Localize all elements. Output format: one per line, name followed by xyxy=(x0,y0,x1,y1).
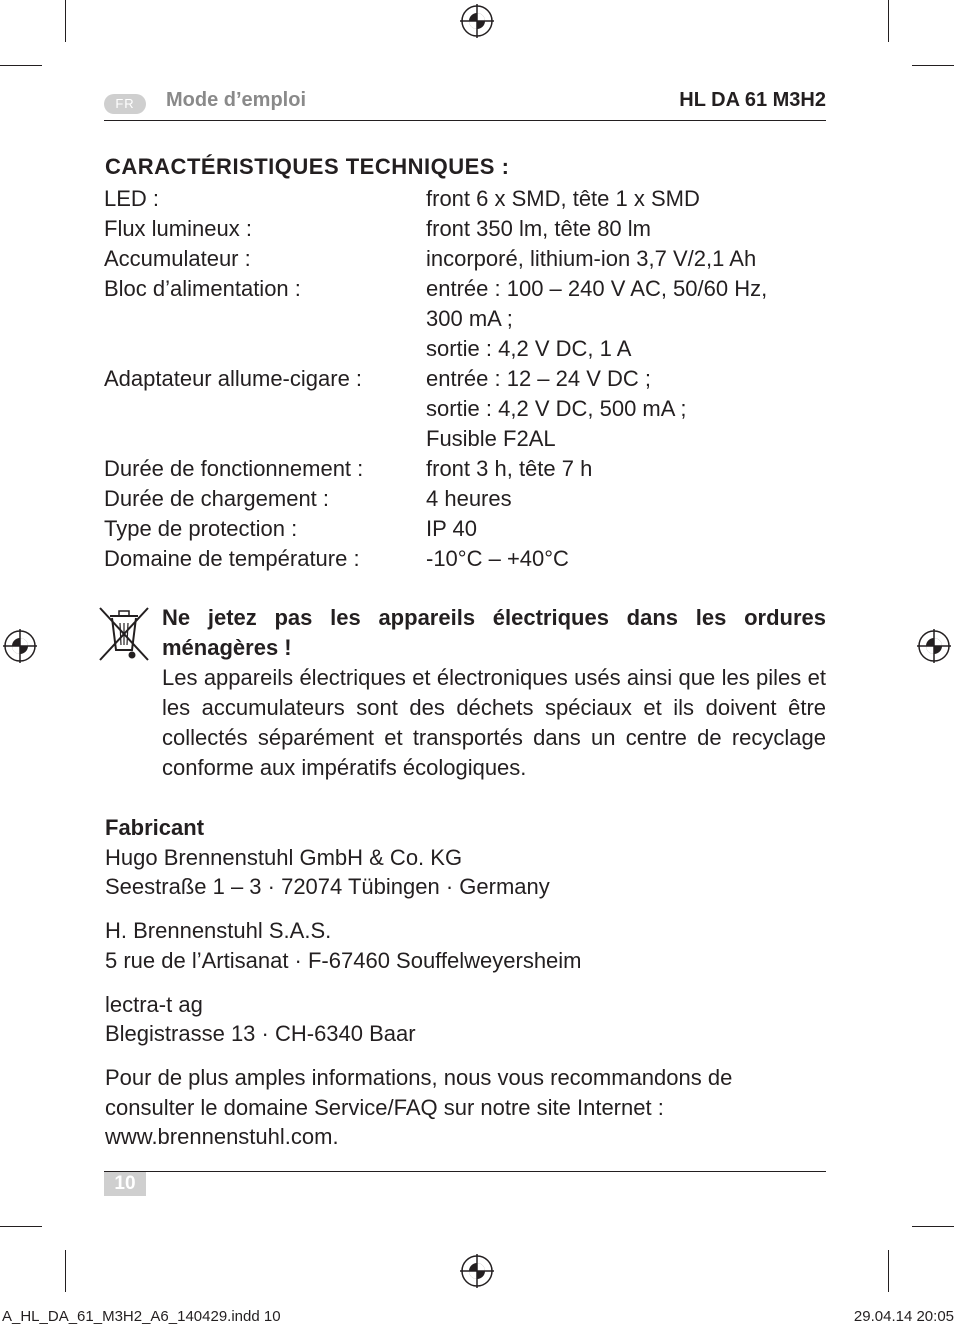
page-number: 10 xyxy=(104,1172,146,1196)
crop-mark xyxy=(912,65,954,66)
header-title: Mode d’emploi xyxy=(166,89,306,111)
spec-label: Flux lumineux : xyxy=(104,216,252,241)
crop-mark xyxy=(0,65,42,66)
more-info-line: consulter le domaine Service/FAQ sur notre site Internet : xyxy=(105,1095,664,1120)
manufacturer-line: Seestraße 1 – 3 · 72074 Tübingen · Germany xyxy=(105,874,550,899)
manufacturer-line: lectra-t ag xyxy=(105,992,203,1017)
header-model: HL DA 61 M3H2 xyxy=(679,89,826,111)
disposal-body: Les appareils électriques et électroniques usés ainsi que les piles et les accumulateurs sont des déchets spéciaux et ils doivent être collectés séparément et transportés dans un centre de recyclage conforme aux impératifs écologiques. xyxy=(162,665,826,780)
crop-mark xyxy=(65,1250,66,1292)
registration-mark-icon xyxy=(460,4,494,38)
manufacturer-line: Hugo Brennenstuhl GmbH & Co. KG xyxy=(105,845,463,870)
language-badge: FR xyxy=(104,94,146,114)
spec-value: IP 40 xyxy=(426,516,477,541)
manufacturer-line: H. Brennenstuhl S.A.S. xyxy=(105,918,332,943)
crop-mark xyxy=(888,1250,889,1292)
spec-value: 4 heures xyxy=(426,486,512,511)
spec-value: entrée : 100 – 240 V AC, 50/60 Hz, 300 mA ; sortie : 4,2 V DC, 1 A xyxy=(426,276,768,361)
spec-label: Bloc d’alimentation : xyxy=(104,276,301,301)
header-divider xyxy=(104,120,826,121)
crop-mark xyxy=(0,1226,42,1227)
crop-mark xyxy=(888,0,889,42)
spec-value: front 3 h, tête 7 h xyxy=(426,456,593,481)
more-info-line: Pour de plus amples informations, nous vous recommandons de xyxy=(105,1065,733,1090)
website-link[interactable]: www.brennenstuhl.com. xyxy=(105,1124,339,1149)
spec-label: Durée de chargement : xyxy=(104,486,330,511)
print-slug-date: 29.04.14 20:05 xyxy=(853,1308,954,1325)
manufacturer-title: Fabricant xyxy=(105,815,205,840)
spec-label: Adaptateur allume-cigare : xyxy=(104,366,363,391)
spec-value: front 350 lm, tête 80 lm xyxy=(426,216,651,241)
spec-value: front 6 x SMD, tête 1 x SMD xyxy=(426,186,700,211)
spec-label: Domaine de température : xyxy=(104,546,360,571)
manufacturer-line: 5 rue de l’Artisanat · F-67460 Souffelweyersheim xyxy=(105,948,582,973)
specs-title: CARACTÉRISTIQUES TECHNIQUES : xyxy=(105,154,510,179)
spec-value: -10°C – +40°C xyxy=(426,546,569,571)
print-slug-file: A_HL_DA_61_M3H2_A6_140429.indd 10 xyxy=(2,1308,281,1325)
disposal-notice xyxy=(162,603,826,783)
spec-label: Type de protection : xyxy=(104,516,298,541)
manufacturer-line: Blegistrasse 13 · CH-6340 Baar xyxy=(105,1021,416,1046)
spec-label: Durée de fonctionnement : xyxy=(104,456,364,481)
crop-mark xyxy=(65,0,66,42)
spec-value: entrée : 12 – 24 V DC ; sortie : 4,2 V DC, 500 mA ; Fusible F2AL xyxy=(426,366,687,451)
crossed-out-bin-icon xyxy=(98,606,150,662)
registration-mark-icon xyxy=(460,1254,494,1288)
disposal-heading: Ne jetez pas les appareils électriques dans les ordures ménagères ! xyxy=(162,605,826,660)
spec-value: incorporé, lithium-ion 3,7 V/2,1 Ah xyxy=(426,246,757,271)
registration-mark-icon xyxy=(3,629,37,663)
spec-label: Accumulateur : xyxy=(104,246,251,271)
crop-mark xyxy=(912,1226,954,1227)
footer-divider xyxy=(104,1171,826,1172)
spec-label: LED : xyxy=(104,186,160,211)
registration-mark-icon xyxy=(917,629,951,663)
